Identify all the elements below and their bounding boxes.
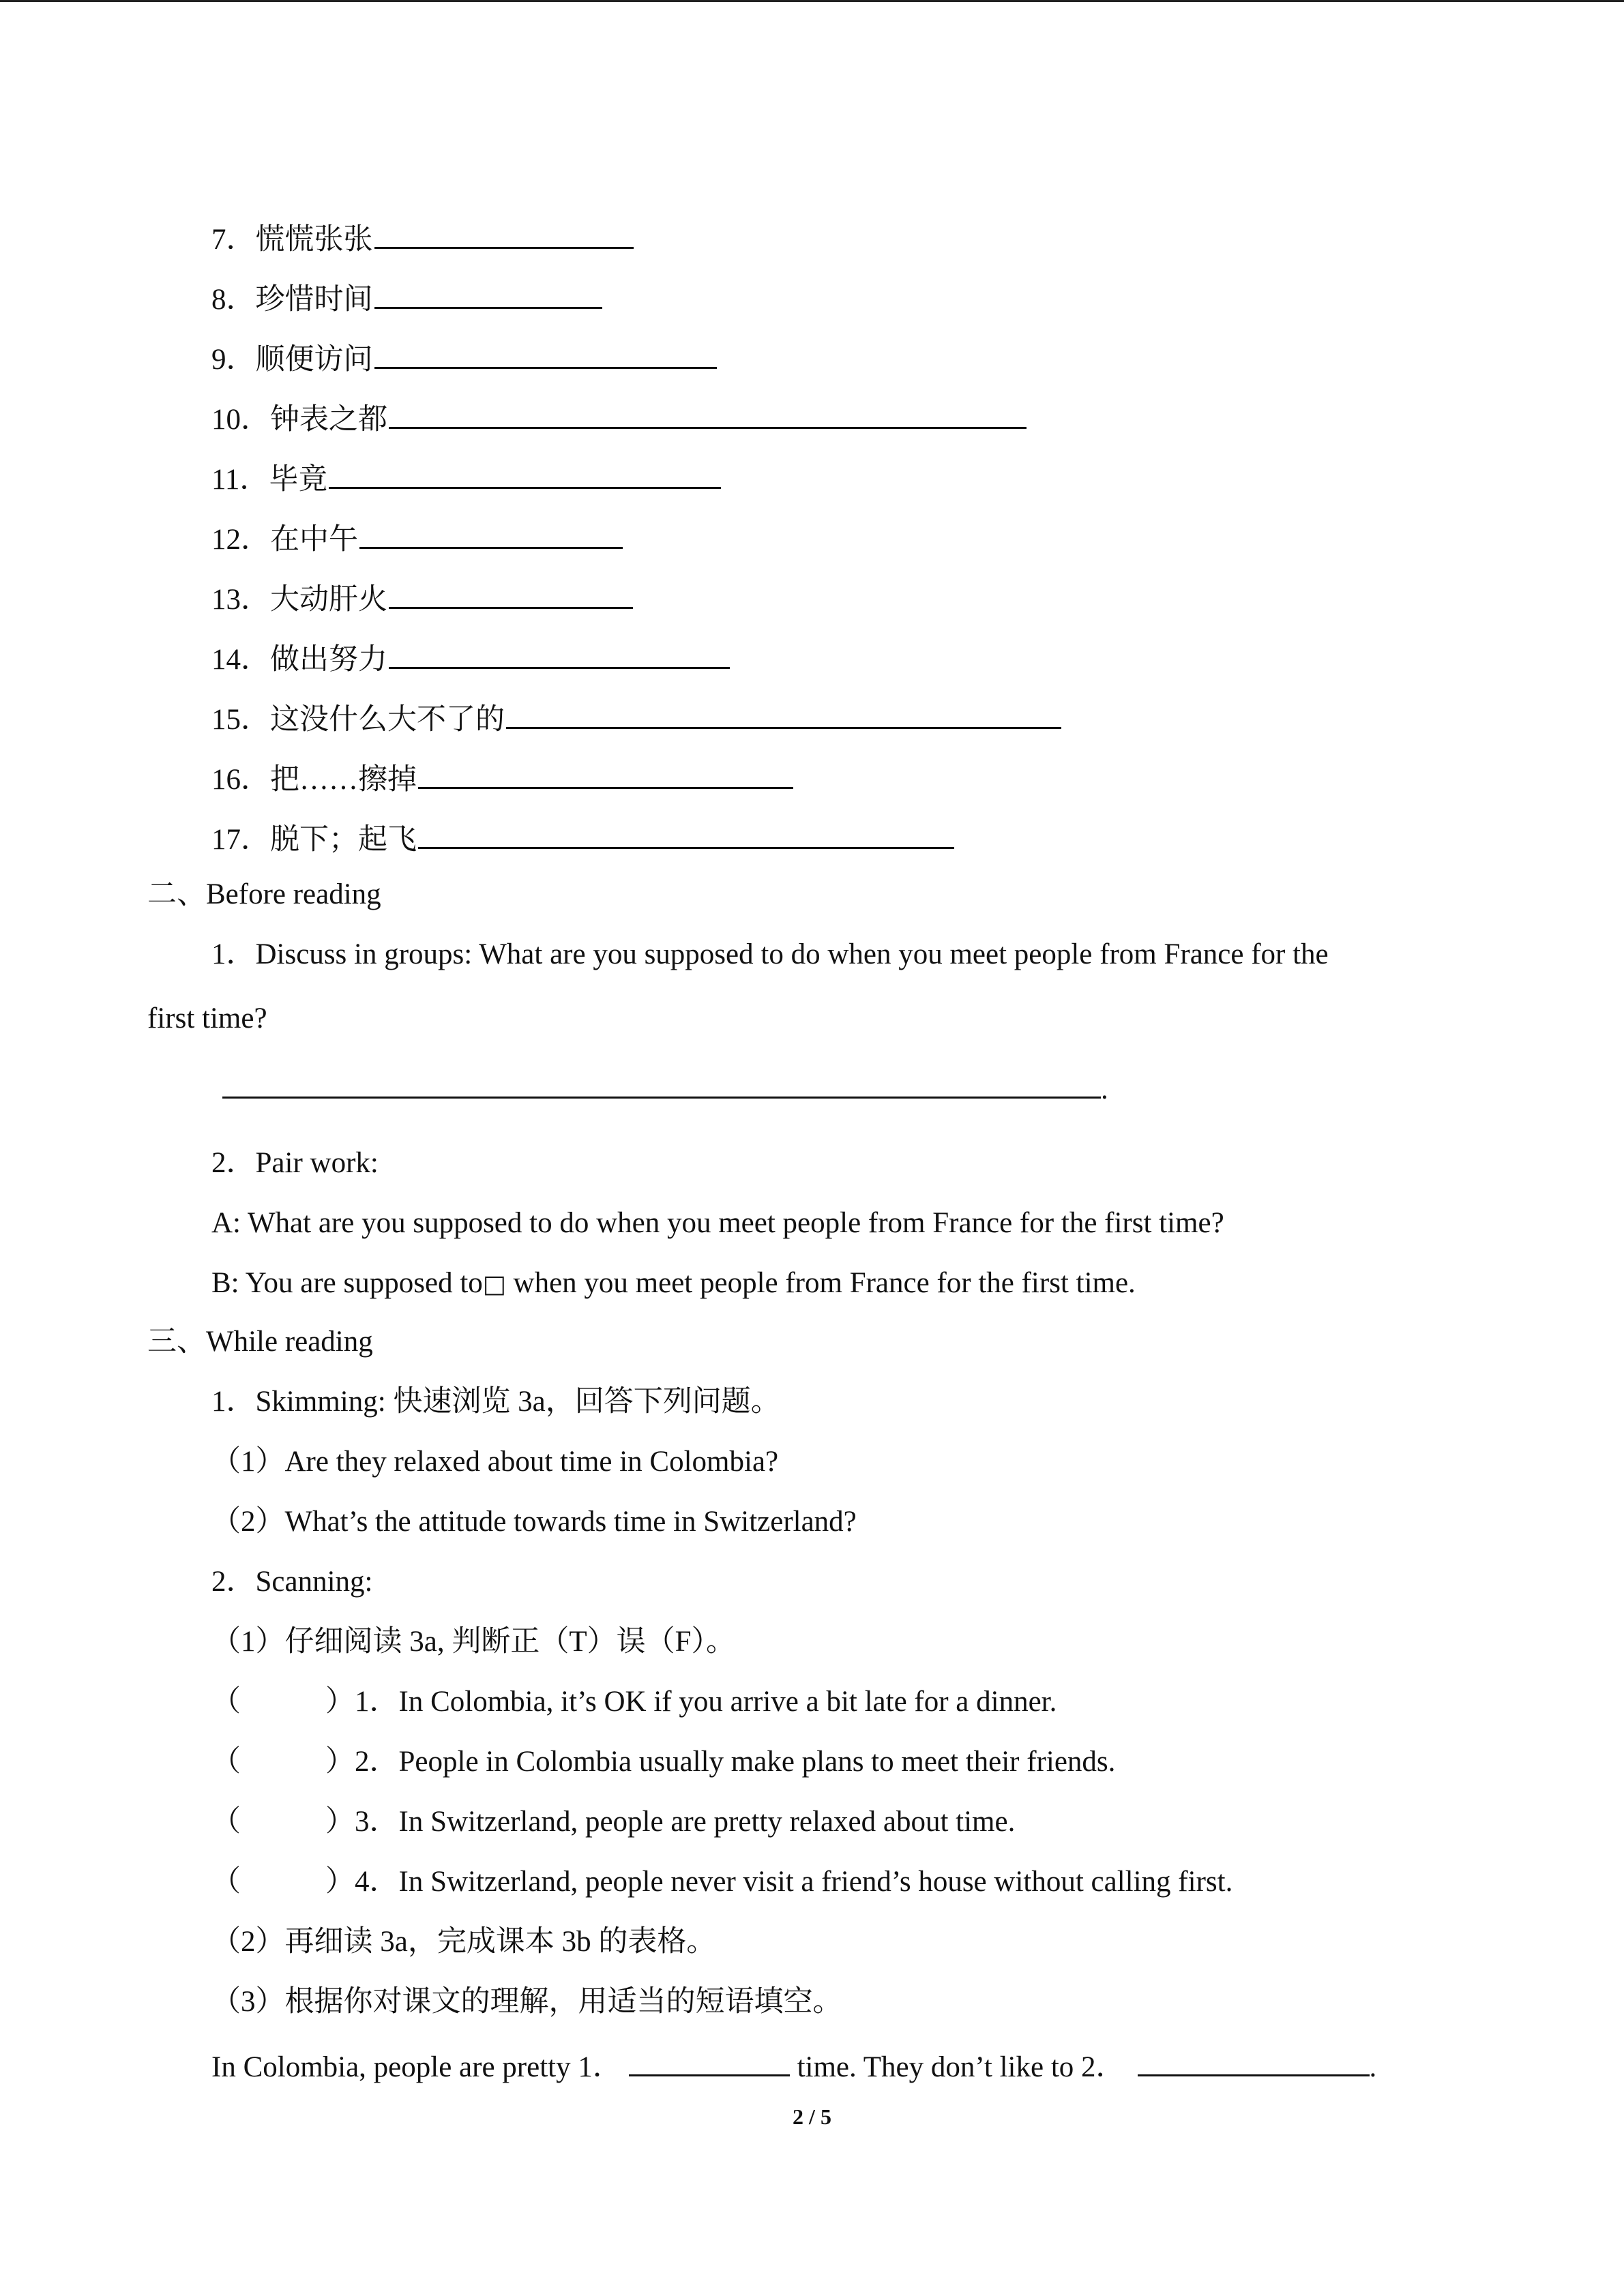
answer-paren-open: （ (211, 1746, 241, 1778)
scanning-task: 2．Scanning: (211, 1566, 373, 1598)
item-number: 7． (211, 224, 256, 256)
period: . (1101, 1073, 1108, 1105)
item-number: 11． (211, 464, 269, 496)
top-border (0, 0, 1624, 2)
answer-blank[interactable] (374, 337, 717, 369)
answer-paren-close: ） (325, 1746, 355, 1778)
fill-in-sentence (211, 2044, 1376, 2083)
table-task: （2）再细读 3a，完成课本 3b 的表格。 (211, 1926, 716, 1958)
item-number: 15． (211, 704, 270, 736)
vocab-item-12 (211, 517, 623, 555)
vocab-item-14 (211, 637, 730, 675)
tf-statement: 3．In Switzerland, people are pretty relaxed about time. (355, 1806, 1016, 1838)
vocab-item-15 (211, 697, 1061, 735)
answer-blank[interactable] (418, 757, 793, 789)
item-number: 10． (211, 404, 270, 436)
dialog-b-end: when you meet people from France for the first time. (505, 1267, 1136, 1299)
item-text: 钟表之都 (270, 404, 387, 436)
tf-statement: 4．In Switzerland, people never visit a friend’s house without calling first. (355, 1866, 1233, 1898)
answer-paren-close: ） (325, 1866, 355, 1898)
item-text: 珍惜时间 (255, 284, 373, 316)
answer-paren-open: （ (211, 1686, 241, 1718)
item-number: 8． (211, 284, 256, 316)
page-number: 2 / 5 (793, 2104, 831, 2129)
answer-paren-close: ） (325, 1686, 355, 1718)
answer-blank[interactable] (222, 1067, 1101, 1099)
skimming-task: 1．Skimming: 快速浏览 3a，回答下列问题。 (211, 1386, 780, 1418)
answer-blank[interactable] (359, 517, 623, 549)
fill-in-task: （3）根据你对课文的理解，用适当的短语填空。 (211, 1986, 842, 2018)
tf-item (211, 1863, 1232, 1901)
vocab-item-8 (211, 277, 602, 315)
answer-blank[interactable] (418, 817, 954, 849)
question-discuss-line2: first time? (147, 1002, 267, 1034)
vocab-item-7 (211, 217, 634, 255)
tf-statement: 2．People in Colombia usually make plans to meet their friends. (355, 1746, 1116, 1778)
answer-paren-open: （ (211, 1866, 241, 1898)
vocab-item-17 (211, 817, 954, 855)
item-number: 9． (211, 344, 256, 376)
item-text: 做出努力 (270, 644, 387, 676)
blank-box-glyph: □ (482, 1270, 506, 1298)
dialog-b-start: B: You are supposed to (211, 1267, 483, 1299)
dialog-line-b (211, 1264, 1136, 1302)
question-pair-work: 2．Pair work: (211, 1147, 379, 1179)
answer-blank[interactable] (506, 697, 1061, 729)
answer-blank[interactable] (374, 217, 634, 249)
item-text: 在中午 (270, 524, 358, 556)
item-text: 这没什么大不了的 (270, 704, 505, 736)
period: . (1369, 2051, 1377, 2083)
section-heading-before-reading: 二、Before reading (147, 878, 381, 910)
item-text: 大动肝火 (270, 584, 387, 616)
answer-blank[interactable] (389, 397, 1027, 429)
tf-item (211, 1803, 1015, 1841)
answer-paren-open: （ (211, 1806, 241, 1838)
vocab-item-16 (211, 757, 793, 795)
tf-item (211, 1683, 1057, 1721)
answer-paren-close: ） (325, 1806, 355, 1838)
item-number: 17． (211, 824, 270, 856)
answer-blank[interactable] (389, 637, 730, 669)
dialog-line-a: A: What are you supposed to do when you meet people from France for the first time? (211, 1207, 1224, 1239)
answer-blank[interactable] (329, 457, 721, 489)
tf-item (211, 1743, 1115, 1781)
tf-statement: 1．In Colombia, it’s OK if you arrive a bit late for a dinner. (355, 1686, 1057, 1718)
item-text: 毕竟 (269, 464, 328, 496)
answer-blank[interactable] (374, 277, 602, 309)
answer-blank[interactable] (389, 577, 633, 609)
item-text: 脱下；起飞 (270, 824, 417, 856)
item-text: 顺便访问 (255, 344, 373, 376)
item-number: 12． (211, 524, 270, 556)
fill-text-middle: time. They don’t like to 2． (789, 2051, 1125, 2083)
discuss-answer-line (222, 1067, 1108, 1105)
item-number: 16． (211, 764, 270, 796)
item-number: 13． (211, 584, 270, 616)
true-false-intro: （1）仔细阅读 3a, 判断正（T）误（F）。 (211, 1626, 736, 1658)
skimming-question-2: （2）What’s the attitude towards time in Switzerland? (211, 1506, 857, 1538)
skimming-question-1: （1）Are they relaxed about time in Colombia? (211, 1446, 779, 1478)
fill-text-start: In Colombia, people are pretty 1． (211, 2051, 622, 2083)
answer-blank-1[interactable] (629, 2044, 790, 2076)
section-heading-while-reading: 三、While reading (147, 1326, 373, 1358)
vocab-item-9 (211, 337, 717, 375)
item-text: 把……擦掉 (270, 764, 417, 796)
answer-blank-2[interactable] (1138, 2044, 1370, 2076)
vocab-item-13 (211, 577, 633, 615)
vocab-item-10 (211, 397, 1027, 435)
item-number: 14． (211, 644, 270, 676)
question-discuss-line1: 1．Discuss in groups: What are you supposed to do when you meet people from France for the (211, 938, 1329, 970)
item-text: 慌慌张张 (255, 224, 373, 256)
vocab-item-11 (211, 457, 721, 495)
